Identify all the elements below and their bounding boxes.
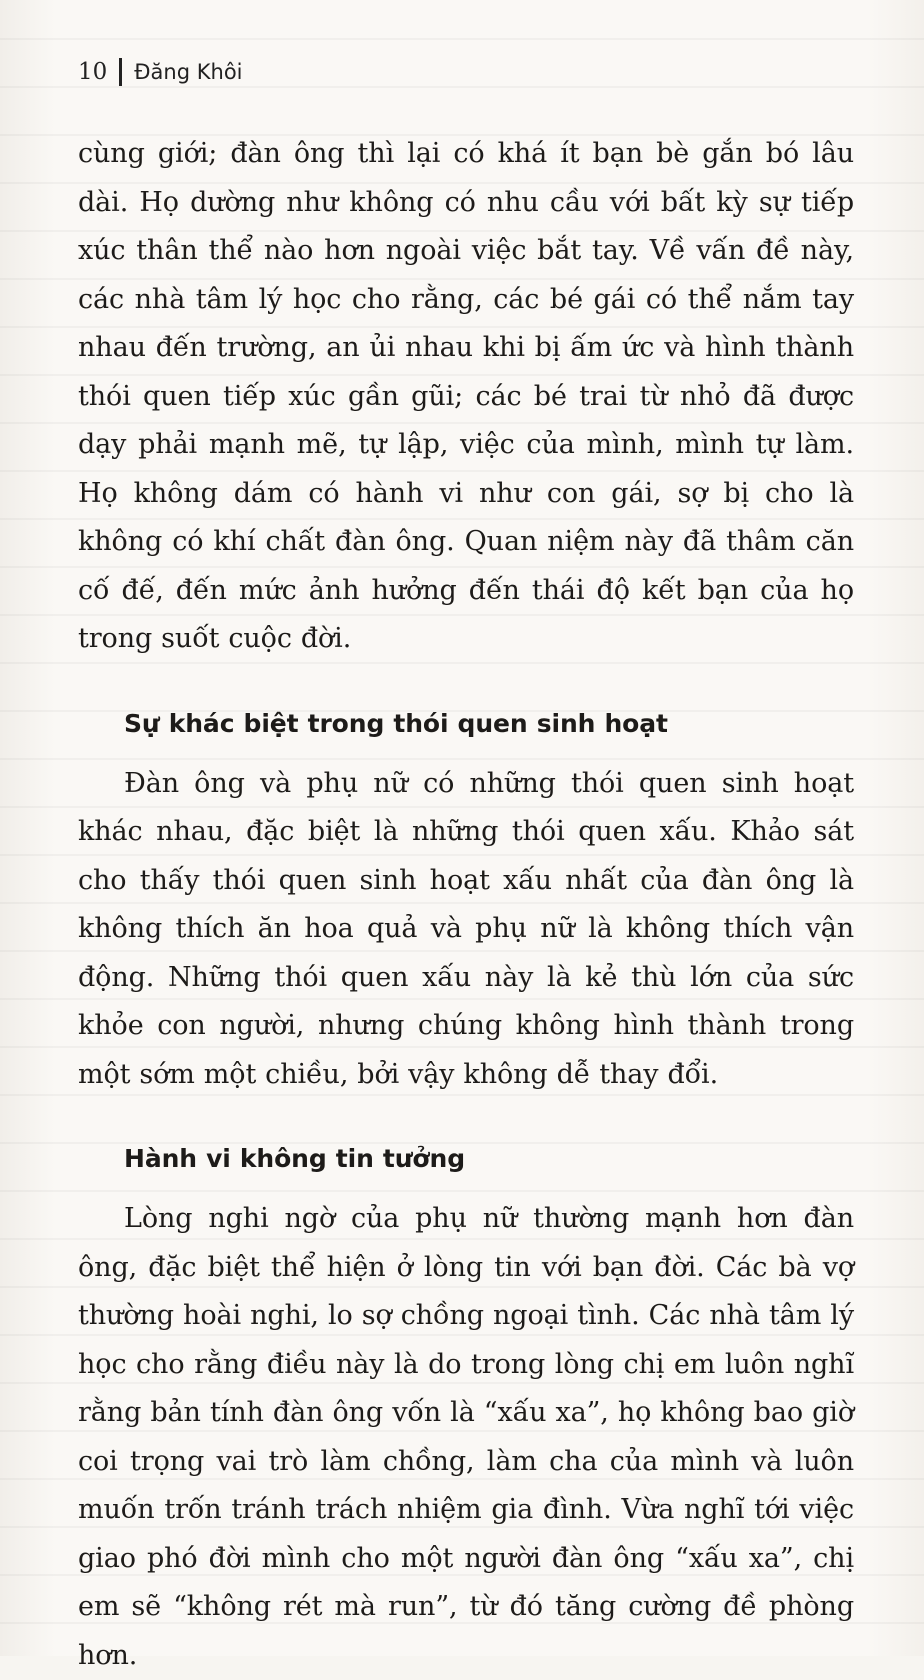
paragraph-friendship-continued: cùng giới; đàn ông thì lại có khá ít bạn bè gắn bó lâu dài. Họ dường như không có nhu cầu với bất kỳ sự tiếp xúc thân thể nào hơn ngoài việc bắt tay. Về vấn đề này, các nhà tâm lý học cho rằng, các bé gái có thể nắm tay nhau đến trường, an ủi nhau khi bị ấm ức và hình thành thói quen tiếp xúc gần gũi; các bé trai từ nhỏ đã được dạy phải mạnh mẽ, tự lập, việc của mình, mình tự làm. Họ không dám có hành vi như con gái, sợ bị cho là không có khí chất đàn ông. Quan niệm này đã thâm căn cố đế, đến mức ảnh hưởng đến thái độ kết bạn của họ trong suốt cuộc đời. bbox=[78, 138, 854, 654]
header-author: Đăng Khôi bbox=[134, 60, 243, 84]
paragraph-living-habits: Đàn ông và phụ nữ có những thói quen sinh hoạt khác nhau, đặc biệt là những thói quen xấu. Khảo sát cho thấy thói quen sinh hoạt xấu nhất của đàn ông là không thích ăn hoa quả và phụ nữ là không thích vận động. Những thói quen xấu này là kẻ thù lớn của sức khỏe con người, nhưng chúng không hình thành trong một sớm một chiều, bởi vậy không dễ thay đổi. bbox=[78, 767, 854, 1090]
section-heading-living-habits: Sự khác biệt trong thói quen sinh hoạt bbox=[124, 708, 668, 738]
page-number: 10 bbox=[78, 59, 108, 85]
running-header bbox=[78, 58, 243, 86]
paragraph-distrust: Lòng nghi ngờ của phụ nữ thường mạnh hơn đàn ông, đặc biệt thể hiện ở lòng tin với bạn đời. Các bà vợ thường hoài nghi, lo sợ chồng ngoại tình. Các nhà tâm lý học cho rằng điều này là do trong lòng chị em luôn nghĩ rằng bản tính đàn ông vốn là “xấu xa”, họ không bao giờ coi trọng vai trò làm chồng, làm cha của mình và luôn muốn trốn tránh trách nhiệm gia đình. Vừa nghĩ tới việc giao phó đời mình cho một người đàn ông “xấu xa”, chị em sẽ “không rét mà run”, từ đó tăng cường đề phòng hơn. bbox=[78, 1203, 854, 1671]
header-divider bbox=[119, 58, 122, 86]
section-heading-distrust: Hành vi không tin tưởng bbox=[124, 1144, 465, 1173]
body-text bbox=[78, 130, 854, 1680]
